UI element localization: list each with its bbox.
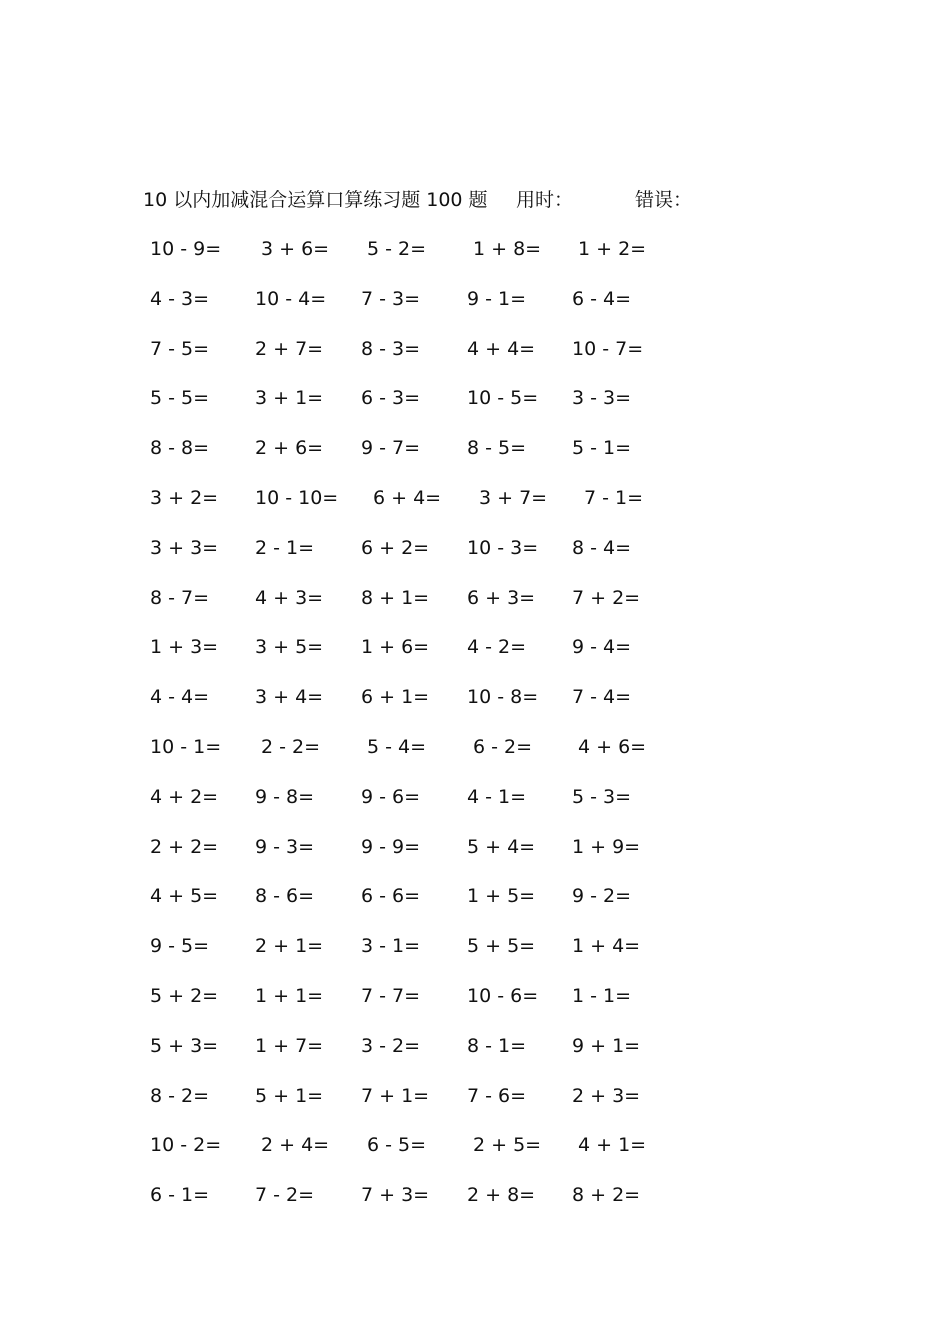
problem-item: 1 + 7= bbox=[255, 1034, 324, 1057]
problem-grid bbox=[150, 234, 690, 1230]
problem-item: 1 + 4= bbox=[572, 935, 641, 958]
problem-item: 1 + 3= bbox=[150, 636, 219, 659]
problem-item: 8 - 6= bbox=[255, 885, 315, 908]
problem-item: 3 + 7= bbox=[479, 486, 548, 509]
time-used-label: 用时： bbox=[516, 189, 574, 211]
problem-item: 6 - 3= bbox=[361, 387, 421, 410]
problem-item: 8 + 1= bbox=[361, 586, 430, 609]
problem-item: 2 + 4= bbox=[261, 1134, 330, 1157]
problem-item: 2 + 3= bbox=[572, 1084, 641, 1107]
worksheet-header bbox=[143, 185, 783, 215]
problem-item: 3 - 3= bbox=[572, 387, 632, 410]
problem-item: 4 - 1= bbox=[467, 785, 527, 808]
problem-item: 7 - 3= bbox=[361, 287, 421, 310]
problem-item: 4 + 1= bbox=[578, 1134, 647, 1157]
problem-row bbox=[150, 632, 690, 682]
problem-item: 2 + 7= bbox=[255, 337, 324, 360]
problem-item: 7 - 4= bbox=[572, 686, 632, 709]
problem-item: 1 + 2= bbox=[578, 238, 647, 260]
problem-item: 9 + 1= bbox=[572, 1034, 641, 1057]
problem-item: 4 + 3= bbox=[255, 586, 324, 609]
problem-item: 3 - 2= bbox=[361, 1034, 421, 1057]
problem-item: 3 + 2= bbox=[150, 486, 219, 509]
problem-item: 5 - 1= bbox=[572, 437, 632, 460]
problem-item: 7 + 1= bbox=[361, 1084, 430, 1107]
problem-item: 1 + 9= bbox=[572, 835, 641, 858]
problem-item: 10 - 3= bbox=[467, 536, 539, 559]
problem-item: 3 + 3= bbox=[150, 536, 219, 559]
problem-item: 4 + 5= bbox=[150, 885, 219, 908]
problem-item: 10 - 9= bbox=[150, 238, 222, 260]
problem-item: 9 - 8= bbox=[255, 785, 315, 808]
problem-item: 3 - 1= bbox=[361, 935, 421, 958]
problem-item: 3 + 1= bbox=[255, 387, 324, 410]
problem-row bbox=[150, 583, 690, 633]
problem-row bbox=[150, 383, 690, 433]
errors-label: 错误： bbox=[635, 189, 693, 211]
problem-item: 2 + 1= bbox=[255, 935, 324, 958]
problem-item: 4 - 3= bbox=[150, 287, 210, 310]
problem-item: 9 - 1= bbox=[467, 287, 527, 310]
problem-item: 8 - 5= bbox=[467, 437, 527, 460]
problem-item: 10 - 1= bbox=[150, 735, 222, 758]
problem-row bbox=[150, 533, 690, 583]
problem-item: 10 - 2= bbox=[150, 1134, 222, 1157]
problem-row bbox=[150, 1130, 690, 1180]
problem-item: 9 - 4= bbox=[572, 636, 632, 659]
problem-item: 9 - 3= bbox=[255, 835, 315, 858]
problem-item: 2 + 6= bbox=[255, 437, 324, 460]
problem-item: 3 + 4= bbox=[255, 686, 324, 709]
problem-item: 8 - 1= bbox=[467, 1034, 527, 1057]
problem-item: 6 + 2= bbox=[361, 536, 430, 559]
problem-row bbox=[150, 234, 690, 284]
problem-item: 10 - 4= bbox=[255, 287, 327, 310]
problem-item: 4 - 2= bbox=[467, 636, 527, 659]
problem-item: 6 + 3= bbox=[467, 586, 536, 609]
problem-item: 5 - 4= bbox=[367, 735, 427, 758]
problem-item: 9 - 2= bbox=[572, 885, 632, 908]
problem-item: 9 - 5= bbox=[150, 935, 210, 958]
problem-item: 4 + 6= bbox=[578, 735, 647, 758]
problem-item: 2 - 1= bbox=[255, 536, 315, 559]
problem-item: 3 + 5= bbox=[255, 636, 324, 659]
problem-item: 9 - 9= bbox=[361, 835, 421, 858]
problem-row bbox=[150, 881, 690, 931]
problem-item: 5 + 4= bbox=[467, 835, 536, 858]
problem-item: 8 - 3= bbox=[361, 337, 421, 360]
problem-item: 7 + 3= bbox=[361, 1184, 430, 1207]
problem-row bbox=[150, 284, 690, 334]
problem-item: 10 - 5= bbox=[467, 387, 539, 410]
problem-item: 1 + 8= bbox=[473, 238, 542, 260]
problem-row bbox=[150, 981, 690, 1031]
problem-item: 7 + 2= bbox=[572, 586, 641, 609]
problem-item: 10 - 10= bbox=[255, 486, 339, 509]
problem-row bbox=[150, 782, 690, 832]
problem-item: 4 + 2= bbox=[150, 785, 219, 808]
problem-item: 5 - 5= bbox=[150, 387, 210, 410]
problem-item: 2 + 2= bbox=[150, 835, 219, 858]
problem-item: 6 - 2= bbox=[473, 735, 533, 758]
problem-row bbox=[150, 682, 690, 732]
problem-item: 3 + 6= bbox=[261, 238, 330, 260]
worksheet-title: 10 以内加减混合运算口算练习题 100 题 bbox=[143, 189, 488, 211]
problem-item: 4 - 4= bbox=[150, 686, 210, 709]
problem-item: 8 - 2= bbox=[150, 1084, 210, 1107]
problem-row bbox=[150, 1180, 690, 1230]
problem-item: 1 + 1= bbox=[255, 984, 324, 1007]
problem-item: 9 - 6= bbox=[361, 785, 421, 808]
problem-item: 1 - 1= bbox=[572, 984, 632, 1007]
problem-item: 5 - 3= bbox=[572, 785, 632, 808]
problem-item: 2 - 2= bbox=[261, 735, 321, 758]
problem-item: 5 + 5= bbox=[467, 935, 536, 958]
problem-item: 2 + 5= bbox=[473, 1134, 542, 1157]
problem-item: 8 + 2= bbox=[572, 1184, 641, 1207]
problem-item: 10 - 6= bbox=[467, 984, 539, 1007]
problem-item: 7 - 5= bbox=[150, 337, 210, 360]
problem-item: 6 + 1= bbox=[361, 686, 430, 709]
problem-item: 8 - 4= bbox=[572, 536, 632, 559]
problem-item: 10 - 8= bbox=[467, 686, 539, 709]
problem-row bbox=[150, 433, 690, 483]
problem-item: 5 + 2= bbox=[150, 984, 219, 1007]
problem-item: 6 - 5= bbox=[367, 1134, 427, 1157]
problem-row bbox=[150, 1031, 690, 1081]
problem-item: 5 - 2= bbox=[367, 238, 427, 260]
problem-item: 5 + 3= bbox=[150, 1034, 219, 1057]
problem-item: 5 + 1= bbox=[255, 1084, 324, 1107]
problem-item: 6 + 4= bbox=[373, 486, 442, 509]
problem-item: 7 - 6= bbox=[467, 1084, 527, 1107]
problem-row bbox=[150, 483, 690, 533]
problem-item: 1 + 6= bbox=[361, 636, 430, 659]
problem-item: 10 - 7= bbox=[572, 337, 644, 360]
problem-item: 7 - 1= bbox=[584, 486, 644, 509]
problem-item: 6 - 4= bbox=[572, 287, 632, 310]
problem-item: 8 - 8= bbox=[150, 437, 210, 460]
problem-row bbox=[150, 732, 690, 782]
problem-item: 1 + 5= bbox=[467, 885, 536, 908]
problem-item: 7 - 7= bbox=[361, 984, 421, 1007]
problem-item: 9 - 7= bbox=[361, 437, 421, 460]
problem-item: 2 + 8= bbox=[467, 1184, 536, 1207]
problem-item: 6 - 1= bbox=[150, 1184, 210, 1207]
problem-item: 8 - 7= bbox=[150, 586, 210, 609]
problem-row bbox=[150, 1081, 690, 1131]
problem-item: 6 - 6= bbox=[361, 885, 421, 908]
problem-row bbox=[150, 832, 690, 882]
problem-item: 7 - 2= bbox=[255, 1184, 315, 1207]
problem-item: 4 + 4= bbox=[467, 337, 536, 360]
problem-row bbox=[150, 334, 690, 384]
problem-row bbox=[150, 931, 690, 981]
